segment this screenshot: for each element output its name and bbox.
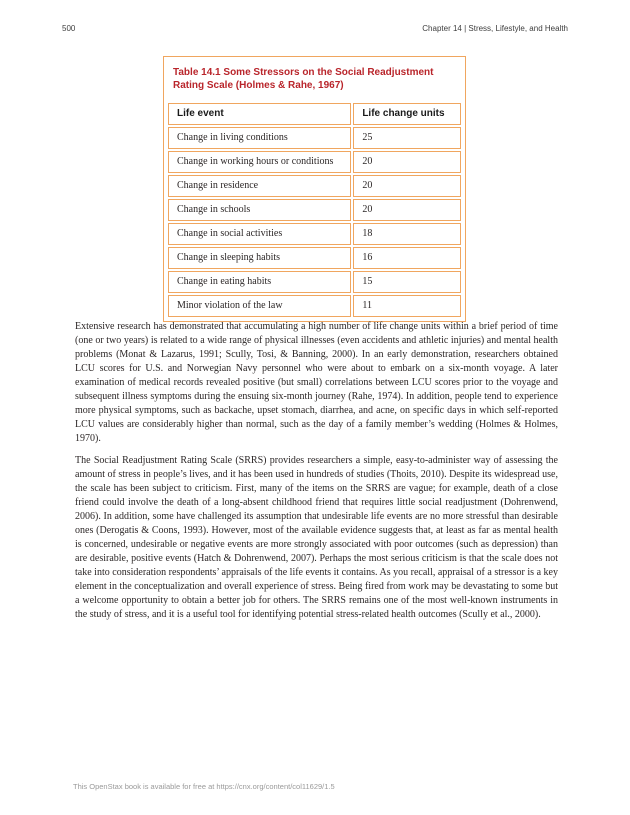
page-number: 500 (62, 24, 76, 33)
cell-life-change-units: 18 (353, 223, 461, 245)
body-text (75, 320, 558, 630)
table-row (168, 271, 461, 293)
table-14-1-box (163, 56, 466, 322)
cell-life-event: Change in living conditions (168, 127, 351, 149)
cell-life-event: Minor violation of the law (168, 295, 351, 317)
page-footer: This OpenStax book is available for free at https://cnx.org/content/col11629/1.5 (73, 782, 335, 791)
cell-life-event: Change in eating habits (168, 271, 351, 293)
cell-life-change-units: 16 (353, 247, 461, 269)
table-row (168, 247, 461, 269)
page-header (62, 24, 568, 34)
cell-life-event: Change in schools (168, 199, 351, 221)
cell-life-change-units: 25 (353, 127, 461, 149)
cell-life-change-units: 11 (353, 295, 461, 317)
cell-life-change-units: 20 (353, 151, 461, 173)
table-title: Table 14.1 Some Stressors on the Social Readjustment Rating Scale (Holmes & Rahe, 1967) (173, 67, 434, 91)
paragraph-lcu-research: Extensive research has demonstrated that accumulating a high number of life change units within a brief period of time (one or two years) is related to a wide range of physical illnesses (even accidents and athletic injuries) and mental health problems (Monat & Lazarus, 1991; Scully, Tosi, & Banning, 2000). In an early demonstration, researchers obtained LCU scores for U.S. and Norwegian Navy personnel who were about to embark on a six-month voyage. A later examination of medical records revealed positive (but small) correlations between LCU scores prior to the voyage and subsequent illness symptoms during the ensuing six-month journey (Rahe, 1974). In addition, people tend to experience more physical symptoms, such as backache, upset stomach, diarrhea, and acne, on specific days in which self-reported LCU values are considerably higher than normal, such as the day of a family member’s wedding (Holmes & Holmes, 1970). (75, 321, 558, 444)
table-row (168, 127, 461, 149)
chapter-running-title: Chapter 14 | Stress, Lifestyle, and Health (422, 24, 568, 33)
cell-life-event: Change in sleeping habits (168, 247, 351, 269)
stressors-table (166, 101, 463, 319)
cell-life-event: Change in residence (168, 175, 351, 197)
table-row (168, 223, 461, 245)
table-row (168, 175, 461, 197)
cell-life-event: Change in social activities (168, 223, 351, 245)
paragraph-srrs-criticism: The Social Readjustment Rating Scale (SRRS) provides researchers a simple, easy-to-administer way of assessing the amount of stress in people’s lives, and it has been used in hundreds of studies (Thoits, 2010). Despite its widespread use, the scale has been subject to criticism. First, many of the items on the SRRS are vague; for example, death of a close friend could involve the death of a long-absent childhood friend that requires little social readjustment (Dohrenwend, 2006). In addition, some have challenged its assumption that undesirable life events are no more stressful than desirable ones (Derogatis & Coons, 1993). However, most of the available evidence suggests that, at least as far as mental health is concerned, undesirable or negative events are more strongly associated with poor outcomes (such as depression) than are desirable, positive events (Hatch & Dohrenwend, 2007). Perhaps the most serious criticism is that the scale does not take into consideration respondents’ appraisals of the life events it contains. As you recall, appraisal of a stressor is a key element in the conceptualization and overall experience of stress. Being fired from work may be devastating to some but a welcome opportunity to obtain a better job for others. The SRRS remains one of the most well-known instruments in the study of stress, and it is a useful tool for identifying potential stress-related health outcomes (Scully et al., 2000). (75, 455, 558, 620)
cell-life-change-units: 20 (353, 175, 461, 197)
cell-life-change-units: 20 (353, 199, 461, 221)
cell-life-event: Change in working hours or conditions (168, 151, 351, 173)
table-row (168, 199, 461, 221)
table-header-row (168, 103, 461, 125)
cell-life-change-units: 15 (353, 271, 461, 293)
table-row (168, 151, 461, 173)
table-row (168, 295, 461, 317)
column-header-life-event: Life event (168, 103, 351, 125)
column-header-life-change-units: Life change units (353, 103, 461, 125)
